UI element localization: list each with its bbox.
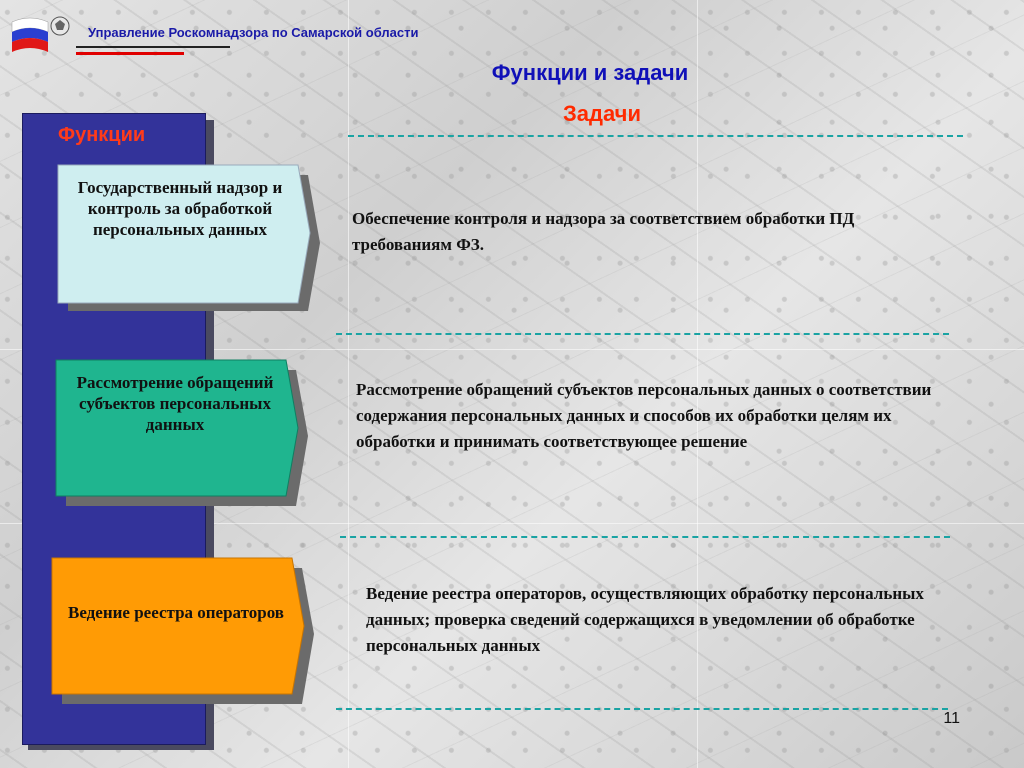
task-text: Обеспечение контроля и надзора за соответствием обработки ПД требованиям ФЗ. (352, 209, 855, 254)
function-label: Рассмотрение обращений субъектов персональных данных (76, 373, 274, 434)
page-number: 11 (943, 710, 960, 727)
organization-title: Управление Роскомнадзора по Самарской области (88, 25, 419, 40)
dashed-separator (336, 708, 948, 710)
functions-heading: Функции (58, 124, 146, 146)
function-card-appeals[interactable] (56, 360, 306, 506)
dashed-separator (336, 333, 949, 335)
function-label: Государственный надзор и контроль за обработкой персональных данных (77, 178, 283, 239)
header-rule-red (76, 52, 184, 55)
roskomnadzor-logo-icon (10, 12, 72, 62)
slide-title: Функции и задачи (491, 60, 689, 85)
tasks-heading: Задачи (563, 101, 641, 126)
background-gridline (348, 0, 349, 768)
dashed-separator (348, 135, 963, 137)
function-card-registry[interactable] (52, 558, 310, 704)
function-card-supervision[interactable] (58, 165, 316, 317)
function-label: Ведение реестра операторов (68, 603, 284, 622)
task-text: Ведение реестра операторов, осуществляющих обработку персональных данных; проверка сведений содержащихся в уведомлении об обработке персональных данных (366, 584, 924, 655)
task-text: Рассмотрение обращений субъектов персональных данных о соответствии содержания персональных данных и способов их обработки целям их обработки и принимать соответствующее решение (356, 380, 932, 451)
header-rule-black (76, 46, 230, 48)
dashed-separator (340, 536, 950, 538)
